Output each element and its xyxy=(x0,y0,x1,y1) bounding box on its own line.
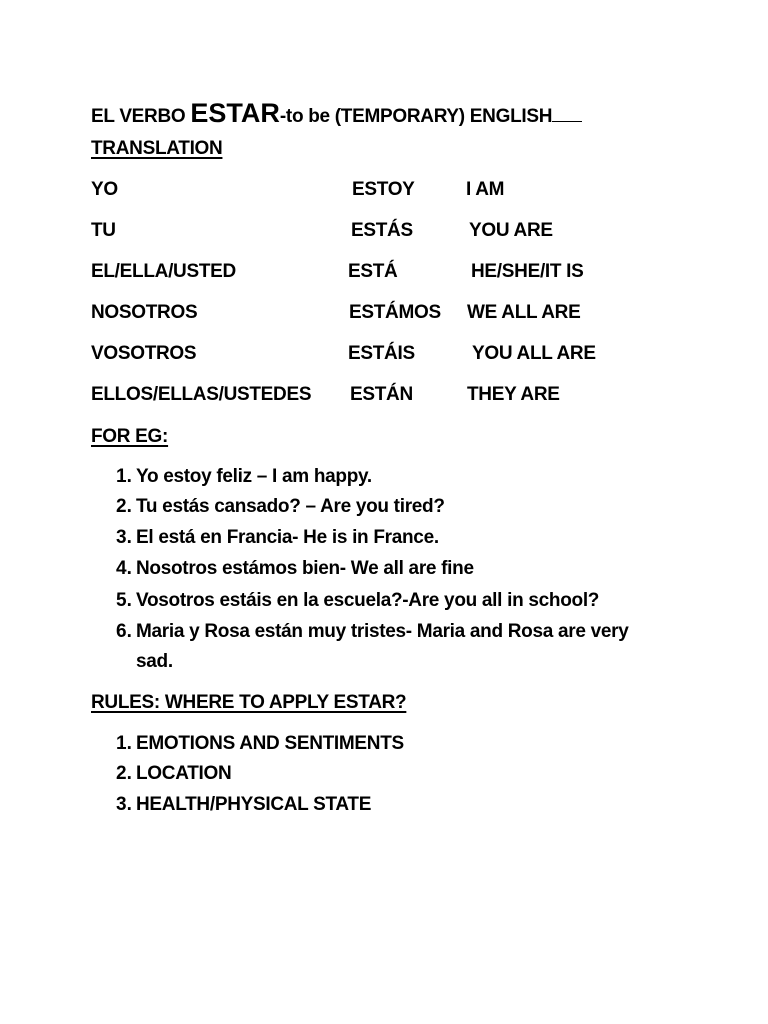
pronoun-cell: ELLOS/ELLAS/USTEDES xyxy=(91,384,312,405)
english-cell: WE ALL ARE xyxy=(467,302,581,323)
list-item: HEALTH/PHYSICAL STATE xyxy=(136,794,372,815)
list-item: EMOTIONS AND SENTIMENTS xyxy=(136,733,404,754)
english-cell: I AM xyxy=(466,179,505,200)
english-cell: YOU ALL ARE xyxy=(472,343,596,364)
english-cell: THEY ARE xyxy=(467,384,560,405)
list-item-number: 1. xyxy=(116,466,132,487)
title-suffix: -to be (TEMPORARY) ENGLISH xyxy=(279,106,553,127)
pronoun-cell: TU xyxy=(91,220,116,241)
title-line2: TRANSLATION xyxy=(91,138,223,159)
list-item: Nosotros estámos bien- We all are fine xyxy=(136,558,474,579)
pronoun-cell: VOSOTROS xyxy=(91,343,197,364)
english-cell: HE/SHE/IT IS xyxy=(471,261,584,282)
list-item: El está en Francia- He is in France. xyxy=(136,527,439,548)
list-item-number: 6. xyxy=(116,621,132,642)
title-underline xyxy=(552,103,582,122)
verb-form-cell: ESTOY xyxy=(352,179,415,200)
title-prefix: EL VERBO xyxy=(91,106,191,127)
list-item: Tu estás cansado? – Are you tired? xyxy=(136,496,445,517)
list-item-continuation: sad. xyxy=(136,651,173,672)
list-item-number: 2. xyxy=(116,496,132,517)
examples-heading: FOR EG: xyxy=(91,426,169,447)
rules-heading: RULES: WHERE TO APPLY ESTAR? xyxy=(91,692,407,713)
pronoun-cell: YO xyxy=(91,179,118,200)
verb-form-cell: ESTÁN xyxy=(350,384,413,405)
list-item: Vosotros estáis en la escuela?-Are you all in school? xyxy=(136,590,600,611)
list-item-number: 3. xyxy=(116,794,132,815)
english-cell: YOU ARE xyxy=(469,220,553,241)
verb-form-cell: ESTÁMOS xyxy=(349,302,441,323)
title-verb: ESTAR xyxy=(190,98,280,128)
pronoun-cell: EL/ELLA/USTED xyxy=(91,261,236,282)
pronoun-cell: NOSOTROS xyxy=(91,302,198,323)
list-item-number: 4. xyxy=(116,558,132,579)
verb-form-cell: ESTÁ xyxy=(348,261,398,282)
verb-form-cell: ESTÁS xyxy=(351,220,413,241)
list-item: Maria y Rosa están muy tristes- Maria and Rosa are very xyxy=(136,621,629,642)
list-item: Yo estoy feliz – I am happy. xyxy=(136,466,372,487)
list-item-number: 3. xyxy=(116,527,132,548)
verb-form-cell: ESTÁIS xyxy=(348,343,415,364)
list-item-number: 1. xyxy=(116,733,132,754)
list-item-number: 2. xyxy=(116,763,132,784)
list-item: LOCATION xyxy=(136,763,232,784)
page-title xyxy=(91,98,582,129)
list-item-number: 5. xyxy=(116,590,132,611)
